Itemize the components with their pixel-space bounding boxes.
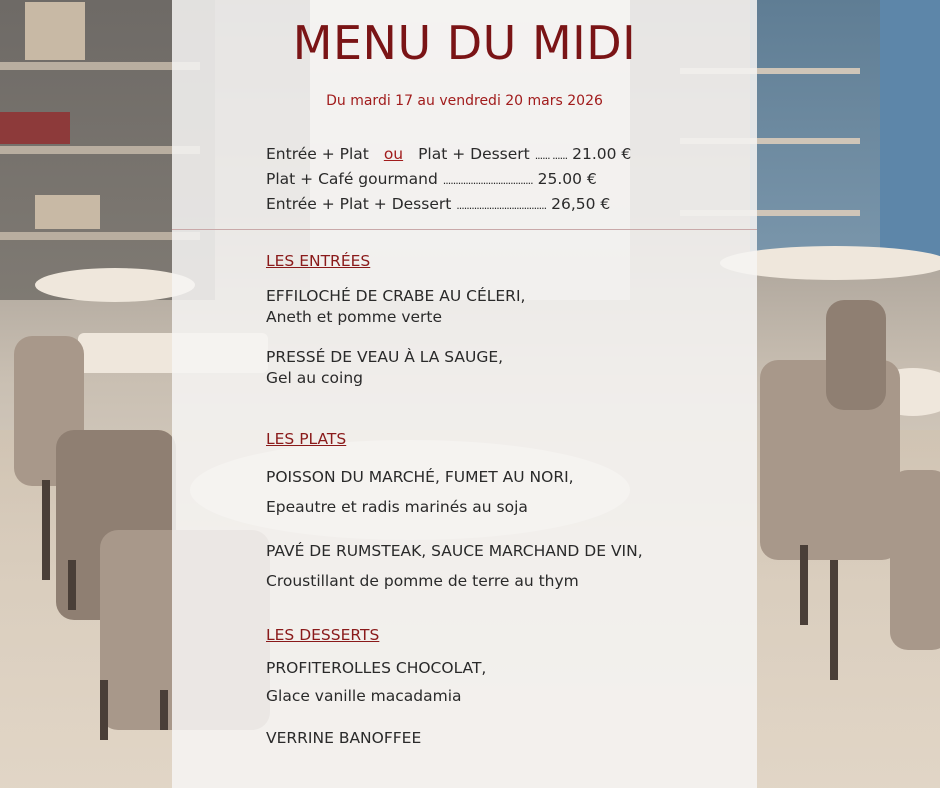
section-heading-desserts: LES DESSERTS	[266, 626, 380, 644]
shelf	[0, 62, 200, 70]
formula-price: 26,50 €	[551, 195, 611, 213]
dish	[266, 347, 525, 389]
formula-label: Entrée + Plat + Dessert	[266, 195, 452, 213]
section-heading-entrees: LES ENTRÉES	[266, 252, 371, 270]
chair-leg	[800, 545, 808, 625]
chair-leg	[100, 680, 108, 740]
dish-description: Glace vanille macadamia	[266, 687, 462, 705]
price-list	[266, 142, 666, 217]
price-row-entree-plat-dessert	[266, 192, 666, 217]
section-divider	[172, 229, 757, 230]
leader-dots: ....................................	[442, 174, 533, 187]
section-heading-plats: LES PLATS	[266, 430, 347, 448]
leader-dots: ...... ......	[534, 149, 568, 162]
dish-name: PAVÉ DE RUMSTEAK, SAUCE MARCHAND DE VIN,	[266, 542, 643, 560]
dish	[266, 728, 486, 749]
formula-price: 25.00 €	[537, 170, 597, 188]
dish	[266, 462, 643, 522]
chair	[890, 470, 940, 650]
shelf-box	[35, 195, 100, 229]
books	[0, 112, 70, 144]
chair-leg	[68, 560, 76, 610]
dish-description: Aneth et pomme verte	[266, 308, 443, 326]
section-entrees	[266, 252, 525, 389]
chair	[826, 300, 886, 410]
table	[35, 268, 195, 302]
chair-leg	[830, 560, 838, 680]
formula-label: Entrée + Plat	[266, 145, 369, 163]
shelf-box	[25, 2, 85, 60]
formula-price: 21.00 €	[572, 145, 632, 163]
dish-name: PRESSÉ DE VEAU À LA SAUGE,	[266, 348, 504, 366]
chair-leg	[42, 480, 50, 580]
price-row-entree-plat-or-plat-dessert	[266, 142, 666, 167]
shelf	[0, 232, 200, 240]
dish-description: Epeautre et radis marinés au soja	[266, 498, 528, 516]
section-plats	[266, 430, 643, 596]
menu-dates: Du mardi 17 au vendredi 20 mars 2026	[326, 93, 603, 109]
dish	[266, 654, 486, 710]
dish-name: EFFILOCHÉ DE CRABE AU CÉLERI,	[266, 287, 526, 305]
right-wall-blue	[880, 0, 940, 260]
dish-name: POISSON DU MARCHÉ, FUMET AU NORI,	[266, 468, 574, 486]
dish-description: Croustillant de pomme de terre au thym	[266, 572, 579, 590]
dish-name: VERRINE BANOFFEE	[266, 729, 422, 747]
shelf	[0, 146, 200, 154]
dish	[266, 536, 643, 596]
menu-title: MENU DU MIDI	[292, 16, 637, 70]
dish-name: PROFITEROLLES CHOCOLAT,	[266, 659, 487, 677]
dish-description: Gel au coing	[266, 369, 364, 387]
section-desserts	[266, 626, 486, 749]
formula-label: Plat + Dessert	[418, 145, 530, 163]
leader-dots: ....................................	[456, 199, 547, 212]
dish	[266, 286, 525, 328]
or-connector: ou	[383, 145, 404, 163]
formula-label: Plat + Café gourmand	[266, 170, 438, 188]
chair-leg	[160, 690, 168, 730]
price-row-plat-cafe	[266, 167, 666, 192]
